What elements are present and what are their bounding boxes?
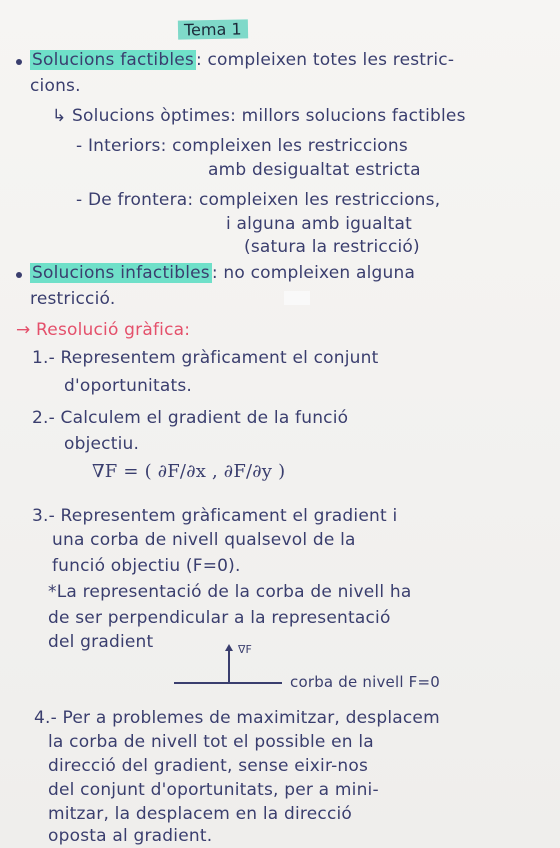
feasible-text1: : compleixen totes les restric- bbox=[195, 50, 455, 70]
note-line1: *La representació de la corba de nivell ha bbox=[48, 582, 412, 602]
step3-line3: funció objectiu (F=0). bbox=[52, 556, 241, 576]
step3-line2: una corba de nivell qualsevol de la bbox=[52, 530, 356, 550]
gradient-formula: ∇F = ( ∂F/∂x , ∂F/∂y ) bbox=[92, 461, 286, 482]
gradient-arrow-shaft bbox=[228, 650, 230, 682]
infeasible-line2: restricció. bbox=[30, 289, 116, 309]
step4-line2: la corba de nivell tot el possible en la bbox=[48, 732, 374, 752]
interior-label: - Interiors bbox=[76, 136, 161, 156]
step4-line6: oposta al gradient. bbox=[48, 826, 213, 846]
feasible-line2: cions. bbox=[30, 76, 81, 96]
step4-line3: direcció del gradient, sense eixir-nos bbox=[48, 756, 369, 776]
step2-line2: objectiu. bbox=[64, 434, 140, 454]
page-title: Tema 1 bbox=[178, 19, 248, 39]
step2-line1: 2.- Calculem el gradient de la funció bbox=[32, 408, 349, 428]
correction-mark bbox=[284, 291, 310, 305]
step4-line5: mitzar, la desplacem en la direcció bbox=[48, 804, 353, 824]
level-curve-label: corba de nivell F=0 bbox=[290, 673, 441, 691]
graphical-heading: → Resolució gràfica: bbox=[16, 320, 191, 340]
bullet-dot bbox=[16, 59, 22, 65]
interior-line1 bbox=[76, 136, 408, 156]
gradient-arrow-label: ∇F bbox=[238, 643, 253, 656]
step1-line1: 1.- Representem gràficament el conjunt bbox=[32, 348, 379, 368]
infeasible-line1 bbox=[30, 263, 415, 283]
interior-line2: amb desigualtat estricta bbox=[208, 160, 421, 180]
optimal-line: ↳ Solucions òptimes: millors solucions factibles bbox=[52, 106, 466, 126]
feasible-line1 bbox=[30, 50, 454, 70]
step4-line4: del conjunt d'oportunitats, per a mini- bbox=[48, 780, 379, 800]
note-line2: de ser perpendicular a la representació bbox=[48, 608, 391, 628]
frontier-line2: i alguna amb igualtat bbox=[226, 214, 412, 234]
note-line3: del gradient bbox=[48, 632, 154, 652]
infeasible-heading: Solucions infactibles bbox=[32, 263, 210, 283]
feasible-heading: Solucions factibles bbox=[32, 50, 194, 70]
frontier-line1 bbox=[76, 190, 440, 210]
step3-line1: 3.- Representem gràficament el gradient i bbox=[32, 506, 398, 526]
title-wrap bbox=[178, 20, 248, 39]
frontier-text1: : compleixen les restriccions, bbox=[187, 190, 441, 210]
step4-line1: 4.- Per a problemes de maximitzar, desplacem bbox=[34, 708, 440, 728]
interior-text1: : compleixen les restriccions bbox=[160, 136, 408, 156]
infeasible-text1: : no compleixen alguna bbox=[211, 263, 416, 283]
step1-line2: d'oportunitats. bbox=[64, 376, 192, 396]
bullet-dot bbox=[16, 272, 22, 278]
frontier-label: - De frontera bbox=[76, 190, 188, 210]
level-curve-line bbox=[174, 682, 282, 684]
frontier-line3: (satura la restricció) bbox=[244, 237, 420, 257]
